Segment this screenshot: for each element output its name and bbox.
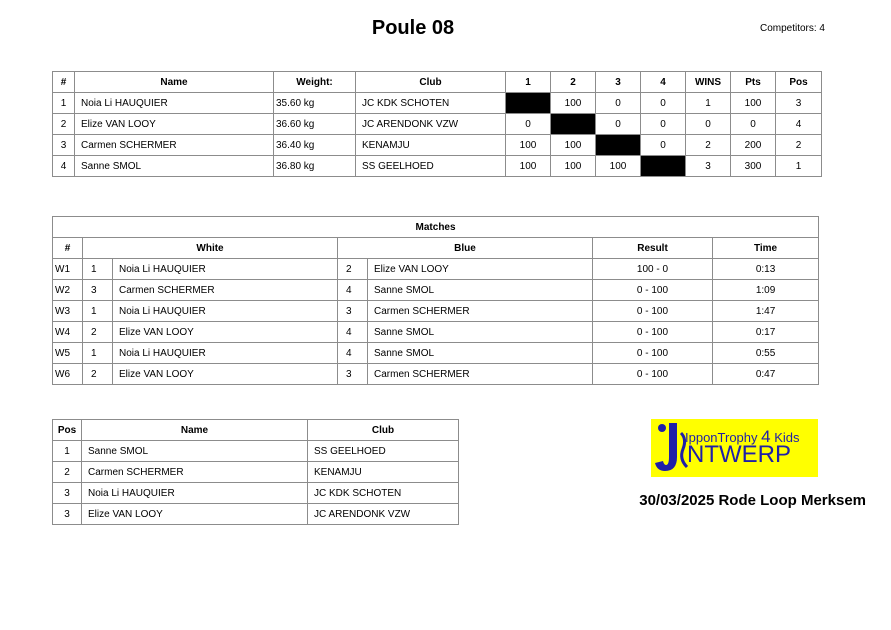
pool-col-4: 4	[641, 72, 686, 93]
pool-score: 100	[551, 93, 596, 114]
tournament-logo	[651, 419, 818, 477]
matches-caption-row	[53, 217, 819, 238]
match-white-name: Noia Li HAUQUIER	[113, 343, 338, 364]
logo-line1-prefix: IpponTrophy	[685, 430, 762, 445]
pool-weight: 36.80 kg	[274, 156, 356, 177]
pool-score: 0	[596, 93, 641, 114]
match-white-seed: 2	[83, 364, 113, 385]
pool-col-1: 1	[506, 72, 551, 93]
match-white-name: Elize VAN LOOY	[113, 364, 338, 385]
match-blue-name: Carmen SCHERMER	[368, 364, 593, 385]
pool-weight: 36.60 kg	[274, 114, 356, 135]
ranking-pos: 3	[53, 504, 82, 525]
matches-table	[52, 216, 819, 385]
pool-score: 100	[506, 156, 551, 177]
ranking-pos: 3	[53, 483, 82, 504]
pool-col-2: 2	[551, 72, 596, 93]
match-blue-seed: 4	[338, 280, 368, 301]
pool-score: 0	[506, 114, 551, 135]
match-row	[53, 301, 819, 322]
ranking-col-club: Club	[308, 420, 459, 441]
pool-self-cell	[551, 114, 596, 135]
ranking-col-pos: Pos	[53, 420, 82, 441]
match-white-seed: 3	[83, 280, 113, 301]
pool-self-cell	[641, 156, 686, 177]
pool-row	[53, 114, 822, 135]
match-row	[53, 322, 819, 343]
pool-col-num: #	[53, 72, 75, 93]
match-time: 0:55	[713, 343, 819, 364]
match-result: 0 - 100	[593, 343, 713, 364]
ranking-club: JC KDK SCHOTEN	[308, 483, 459, 504]
match-row	[53, 259, 819, 280]
pool-name: Elize VAN LOOY	[75, 114, 274, 135]
match-blue-seed: 3	[338, 301, 368, 322]
ranking-header-row	[53, 420, 459, 441]
match-num: W6	[53, 364, 83, 385]
ranking-row	[53, 483, 459, 504]
pool-pts: 0	[731, 114, 776, 135]
pool-club: SS GEELHOED	[356, 156, 506, 177]
pool-score: 100	[506, 135, 551, 156]
match-result: 0 - 100	[593, 280, 713, 301]
ranking-name: Elize VAN LOOY	[82, 504, 308, 525]
event-info: 30/03/2025 Rode Loop Merksem	[639, 492, 866, 509]
pool-self-cell	[596, 135, 641, 156]
ranking-row	[53, 462, 459, 483]
competitors-count: Competitors: 4	[759, 23, 825, 34]
ranking-club: SS GEELHOED	[308, 441, 459, 462]
match-result: 100 - 0	[593, 259, 713, 280]
match-blue-seed: 4	[338, 322, 368, 343]
matches-col-white: White	[83, 238, 338, 259]
matches-col-time: Time	[713, 238, 819, 259]
pool-pts: 300	[731, 156, 776, 177]
logo-line1-suffix: Kids	[770, 430, 800, 445]
match-num: W3	[53, 301, 83, 322]
match-time: 1:09	[713, 280, 819, 301]
ranking-name: Sanne SMOL	[82, 441, 308, 462]
ranking-club: JC ARENDONK VZW	[308, 504, 459, 525]
ranking-pos: 1	[53, 441, 82, 462]
match-result: 0 - 100	[593, 301, 713, 322]
ranking-row	[53, 504, 459, 525]
match-white-name: Elize VAN LOOY	[113, 322, 338, 343]
pool-wins: 2	[686, 135, 731, 156]
match-blue-name: Sanne SMOL	[368, 280, 593, 301]
pool-table	[52, 71, 822, 177]
match-white-seed: 1	[83, 343, 113, 364]
pool-self-cell	[506, 93, 551, 114]
pool-name: Noia Li HAUQUIER	[75, 93, 274, 114]
matches-caption: Matches	[53, 217, 819, 238]
ranking-club: KENAMJU	[308, 462, 459, 483]
pool-col-name: Name	[75, 72, 274, 93]
match-num: W5	[53, 343, 83, 364]
pool-name: Sanne SMOL	[75, 156, 274, 177]
pool-col-weight: Weight:	[274, 72, 356, 93]
pool-pos: 2	[776, 135, 822, 156]
pool-score: 100	[551, 156, 596, 177]
pool-pts: 100	[731, 93, 776, 114]
ranking-name: Carmen SCHERMER	[82, 462, 308, 483]
match-row	[53, 343, 819, 364]
logo-line1-number: 4	[761, 427, 771, 446]
pool-name: Carmen SCHERMER	[75, 135, 274, 156]
pool-wins: 1	[686, 93, 731, 114]
match-blue-seed: 2	[338, 259, 368, 280]
pool-col-pos: Pos	[776, 72, 822, 93]
matches-col-num: #	[53, 238, 83, 259]
match-blue-name: Sanne SMOL	[368, 322, 593, 343]
pool-score: 100	[596, 156, 641, 177]
matches-col-result: Result	[593, 238, 713, 259]
match-white-name: Carmen SCHERMER	[113, 280, 338, 301]
pool-club: JC KDK SCHOTEN	[356, 93, 506, 114]
match-num: W4	[53, 322, 83, 343]
match-white-seed: 1	[83, 259, 113, 280]
pool-weight: 35.60 kg	[274, 93, 356, 114]
pool-club: JC ARENDONK VZW	[356, 114, 506, 135]
matches-col-blue: Blue	[338, 238, 593, 259]
pool-pos: 1	[776, 156, 822, 177]
pool-club: KENAMJU	[356, 135, 506, 156]
pool-wins: 0	[686, 114, 731, 135]
match-blue-name: Carmen SCHERMER	[368, 301, 593, 322]
ranking-pos: 2	[53, 462, 82, 483]
pool-num: 1	[53, 93, 75, 114]
match-blue-seed: 3	[338, 364, 368, 385]
pool-header-row	[53, 72, 822, 93]
match-time: 0:17	[713, 322, 819, 343]
ranking-col-name: Name	[82, 420, 308, 441]
pool-col-pts: Pts	[731, 72, 776, 93]
pool-wins: 3	[686, 156, 731, 177]
match-row	[53, 364, 819, 385]
pool-num: 2	[53, 114, 75, 135]
match-blue-name: Sanne SMOL	[368, 343, 593, 364]
pool-score: 100	[551, 135, 596, 156]
pool-num: 4	[53, 156, 75, 177]
ranking-row	[53, 441, 459, 462]
pool-score: 0	[641, 114, 686, 135]
match-result: 0 - 100	[593, 364, 713, 385]
match-time: 1:47	[713, 301, 819, 322]
match-num: W2	[53, 280, 83, 301]
logo-line2: NTWERP	[687, 441, 791, 468]
pool-col-3: 3	[596, 72, 641, 93]
match-white-seed: 2	[83, 322, 113, 343]
pool-col-wins: WINS	[686, 72, 731, 93]
pool-score: 0	[596, 114, 641, 135]
match-white-name: Noia Li HAUQUIER	[113, 259, 338, 280]
match-blue-name: Elize VAN LOOY	[368, 259, 593, 280]
match-result: 0 - 100	[593, 322, 713, 343]
match-time: 0:13	[713, 259, 819, 280]
page-title: Poule 08	[371, 17, 455, 39]
pool-col-club: Club	[356, 72, 506, 93]
pool-row	[53, 156, 822, 177]
matches-header-row	[53, 238, 819, 259]
pool-row	[53, 93, 822, 114]
pool-pts: 200	[731, 135, 776, 156]
match-time: 0:47	[713, 364, 819, 385]
match-num: W1	[53, 259, 83, 280]
match-white-name: Noia Li HAUQUIER	[113, 301, 338, 322]
match-white-seed: 1	[83, 301, 113, 322]
pool-row	[53, 135, 822, 156]
pool-score: 0	[641, 135, 686, 156]
pool-num: 3	[53, 135, 75, 156]
pool-pos: 3	[776, 93, 822, 114]
match-row	[53, 280, 819, 301]
match-blue-seed: 4	[338, 343, 368, 364]
pool-score: 0	[641, 93, 686, 114]
pool-weight: 36.40 kg	[274, 135, 356, 156]
pool-pos: 4	[776, 114, 822, 135]
ranking-table	[52, 419, 459, 525]
ranking-name: Noia Li HAUQUIER	[82, 483, 308, 504]
